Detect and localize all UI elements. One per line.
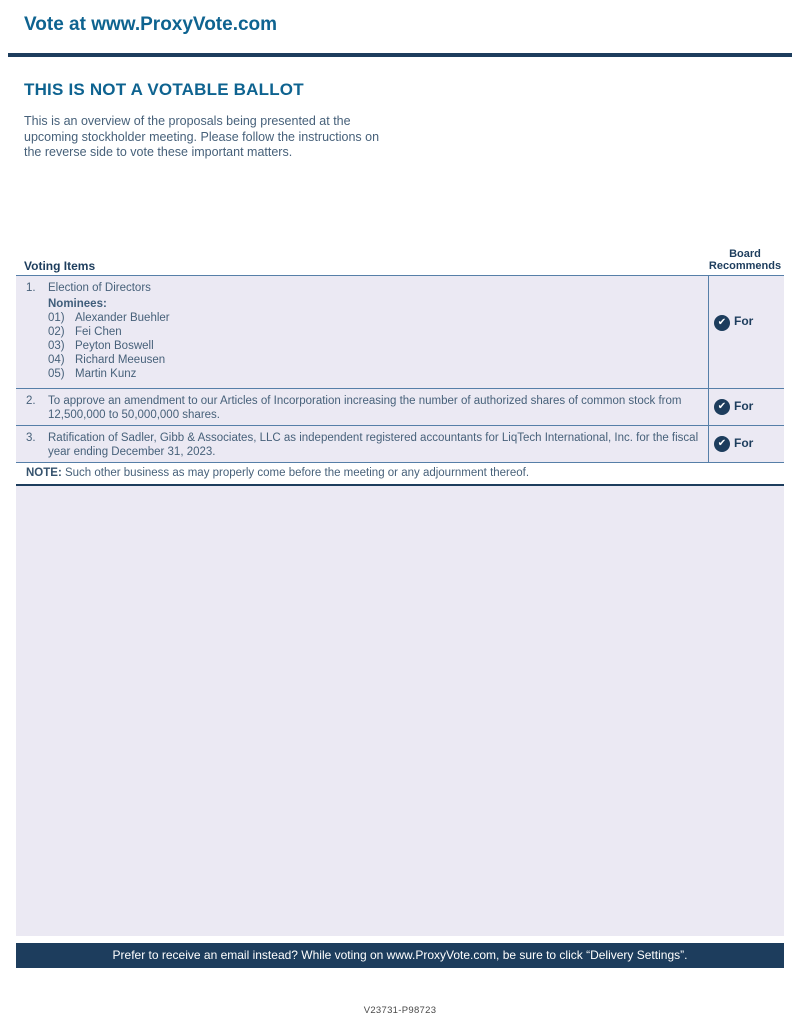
voting-items-table bbox=[16, 275, 784, 936]
proposal-row-3 bbox=[16, 426, 784, 463]
check-icon: ✔ bbox=[714, 399, 730, 415]
nominee-number: 05) bbox=[48, 367, 65, 380]
proposal-text: Election of Directors bbox=[48, 282, 151, 294]
proposal-content bbox=[16, 276, 708, 388]
recommendation-label: For bbox=[734, 399, 754, 414]
nominee-name: Peyton Boswell bbox=[75, 339, 154, 352]
nominee-number: 03) bbox=[48, 339, 65, 352]
nominee-name: Richard Meeusen bbox=[75, 353, 166, 366]
proposal-text: To approve an amendment to our Articles of Incorporation increasing the number of authorized shares of common stock from 12,500,000 to 50,000,000 shares. bbox=[48, 395, 682, 421]
proposal-number: 3. bbox=[26, 432, 36, 444]
header-divider bbox=[8, 53, 792, 57]
note-text: Such other business as may properly come before the meeting or any adjournment thereof. bbox=[61, 467, 530, 479]
notice-title: THIS IS NOT A VOTABLE BALLOT bbox=[24, 80, 304, 99]
nominee-item bbox=[48, 354, 700, 368]
proposal-row-2 bbox=[16, 389, 784, 426]
nominee-number: 04) bbox=[48, 353, 65, 366]
nominee-number: 01) bbox=[48, 311, 65, 324]
nominee-item bbox=[48, 312, 700, 326]
proposal-text: Ratification of Sadler, Gibb & Associates, LLC as independent registered accountants for LiqTech International, Inc. for the fiscal year ending December 31, 2023. bbox=[48, 432, 699, 458]
proposal-number: 1. bbox=[26, 282, 36, 294]
proposal-row-1 bbox=[16, 276, 784, 389]
proposal-number: 2. bbox=[26, 395, 36, 407]
nominee-item bbox=[48, 368, 700, 382]
form-code: V23731-P98723 bbox=[363, 1005, 437, 1016]
nominee-name: Alexander Buehler bbox=[75, 311, 170, 324]
recommendation-label: For bbox=[734, 436, 754, 451]
nominee-name: Fei Chen bbox=[75, 325, 122, 338]
check-icon: ✔ bbox=[714, 315, 730, 331]
filler-area bbox=[16, 486, 784, 936]
email-banner bbox=[16, 943, 784, 968]
recommendation-cell bbox=[708, 426, 784, 462]
board-recommends-label: Board Recommends bbox=[708, 248, 782, 272]
proposal-content bbox=[16, 426, 708, 462]
notice-body: This is an overview of the proposals being presented at the upcoming stockholder meeting. Please follow the instructions on the reverse side to vote these important matters. bbox=[24, 114, 380, 159]
voting-items-label: Voting Items bbox=[24, 259, 96, 273]
recommendation-cell bbox=[708, 389, 784, 425]
nominee-number: 02) bbox=[48, 325, 65, 338]
nominee-item bbox=[48, 340, 700, 354]
banner-text: Prefer to receive an email instead? While voting on www.ProxyVote.com, be sure to click “Delivery Settings”. bbox=[112, 948, 688, 962]
note-row bbox=[16, 463, 784, 486]
check-icon: ✔ bbox=[714, 436, 730, 452]
nominee-item bbox=[48, 326, 700, 340]
nominees-label: Nominees: bbox=[48, 297, 107, 310]
recommendation-label: For bbox=[734, 314, 754, 328]
note-label: NOTE: bbox=[26, 467, 62, 479]
nominee-name: Martin Kunz bbox=[75, 367, 137, 380]
page-title: Vote at www.ProxyVote.com bbox=[24, 14, 278, 35]
recommendation-cell bbox=[708, 276, 784, 388]
proposal-body bbox=[48, 282, 700, 384]
proposal-content bbox=[16, 389, 708, 425]
